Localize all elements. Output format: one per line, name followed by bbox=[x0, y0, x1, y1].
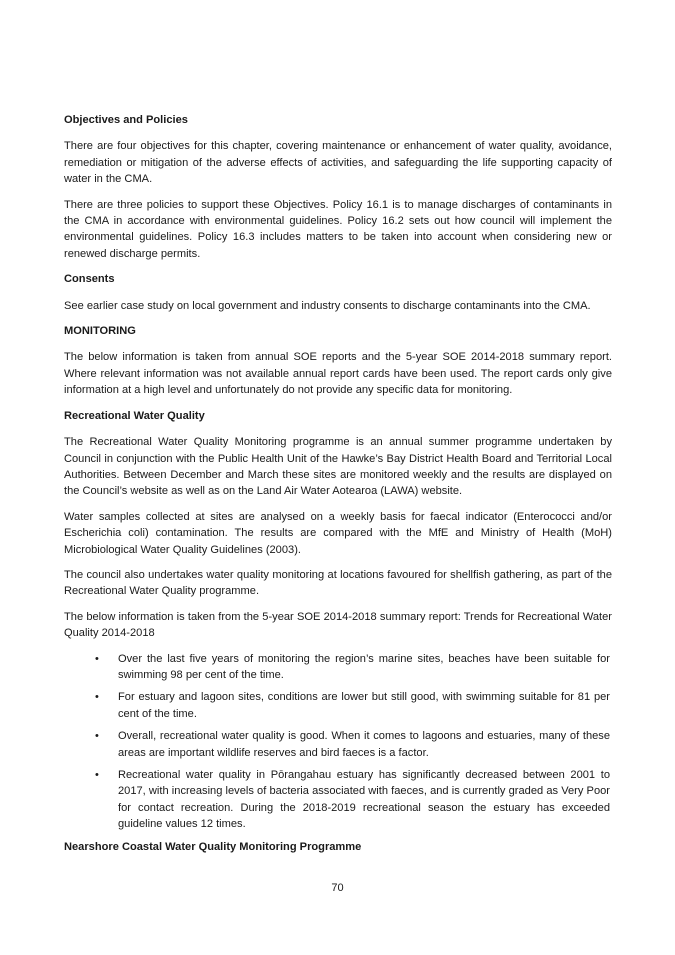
bullet-icon: • bbox=[95, 769, 99, 781]
section-heading-consents: Consents bbox=[64, 273, 115, 286]
section-heading-monitoring: MONITORING bbox=[64, 325, 136, 338]
paragraph-recreational-3: The council also undertakes water quality monitoring at locations favoured for shellfish gathering, as part of the Recreational Water Quality programme. bbox=[64, 568, 612, 598]
paragraph-recreational-2: Water samples collected at sites are analysed on a weekly basis for faecal indicator (Enterococci and/or Escherichia coli) contamination. The results are compared with the MfE and Ministry of Health (MoH) Microbiological Water Quality Guidelines (2003). bbox=[64, 510, 612, 556]
section-heading-objectives: Objectives and Policies bbox=[64, 114, 188, 126]
bullet-item bbox=[64, 689, 612, 722]
paragraph-consents-1: See earlier case study on local government and industry consents to discharge contaminants into the CMA. bbox=[64, 299, 591, 312]
bullet-text: Recreational water quality in Pōrangahau estuary has significantly decreased between 2001 to 2017, with increasing levels of bacteria associated with faeces, and is currently graded as Very Poor for contact recreation. During the 2018-2019 recreational season the estuary has exceeded guideline values 12 times. bbox=[118, 769, 610, 831]
bullet-icon: • bbox=[95, 691, 99, 704]
paragraph-recreational-1: The Recreational Water Quality Monitoring programme is an annual summer programme undertaken by Council in conjunction with the Public Health Unit of the Hawke’s Bay District Health Board and Territorial Local Authorities. Between December and March these sites are monitored weekly and the results are displayed on the Council’s website as well as on the Land Air Water Aotearoa (LAWA) website. bbox=[64, 436, 612, 498]
bullet-text: Overall, recreational water quality is good. When it comes to lagoons and estuaries, many of these areas are important wildlife reserves and bird faeces is a factor. bbox=[118, 730, 610, 759]
section-heading-recreational: Recreational Water Quality bbox=[64, 409, 205, 422]
paragraph-monitoring-1: The below information is taken from annual SOE reports and the 5-year SOE 2014-2018 summary report. Where relevant information was not available annual report cards have been used. The report cards only give information at a high level and unfortunately do not provide any specific data for monitoring. bbox=[64, 351, 612, 397]
bullet-text: For estuary and lagoon sites, conditions are lower but still good, with swimming suitable for 81 per cent of the time. bbox=[118, 691, 610, 720]
page-number: 70 bbox=[331, 882, 344, 894]
bullet-icon: • bbox=[95, 730, 99, 743]
paragraph-recreational-4: The below information is taken from the 5-year SOE 2014-2018 summary report: Trends for Recreational Water Quality 2014-2018 bbox=[64, 610, 612, 640]
document-page bbox=[64, 112, 612, 865]
section-heading-nearshore: Nearshore Coastal Water Quality Monitoring Programme bbox=[64, 840, 362, 853]
bullet-item bbox=[64, 651, 612, 684]
bullet-item bbox=[64, 728, 612, 761]
bullet-text: Over the last five years of monitoring the region’s marine sites, beaches have been suitable for swimming 98 per cent of the time. bbox=[118, 652, 610, 681]
bullet-icon: • bbox=[95, 652, 99, 665]
bullet-item bbox=[64, 767, 612, 833]
trends-bullet-list bbox=[64, 651, 612, 833]
paragraph-objectives-2: There are three policies to support these Objectives. Policy 16.1 is to manage discharges of contaminants in the CMA in accordance with environmental guidelines. Policy 16.2 sets out how council will implement the environmental guidelines. Policy 16.3 includes matters to be taken into account when considering new or renewed discharge permits. bbox=[64, 198, 612, 260]
paragraph-objectives-1: There are four objectives for this chapter, covering maintenance or enhancement of water quality, avoidance, remediation or mitigation of the adverse effects of activities, and safeguarding the life supporting capacity of water in the CMA. bbox=[64, 140, 612, 186]
